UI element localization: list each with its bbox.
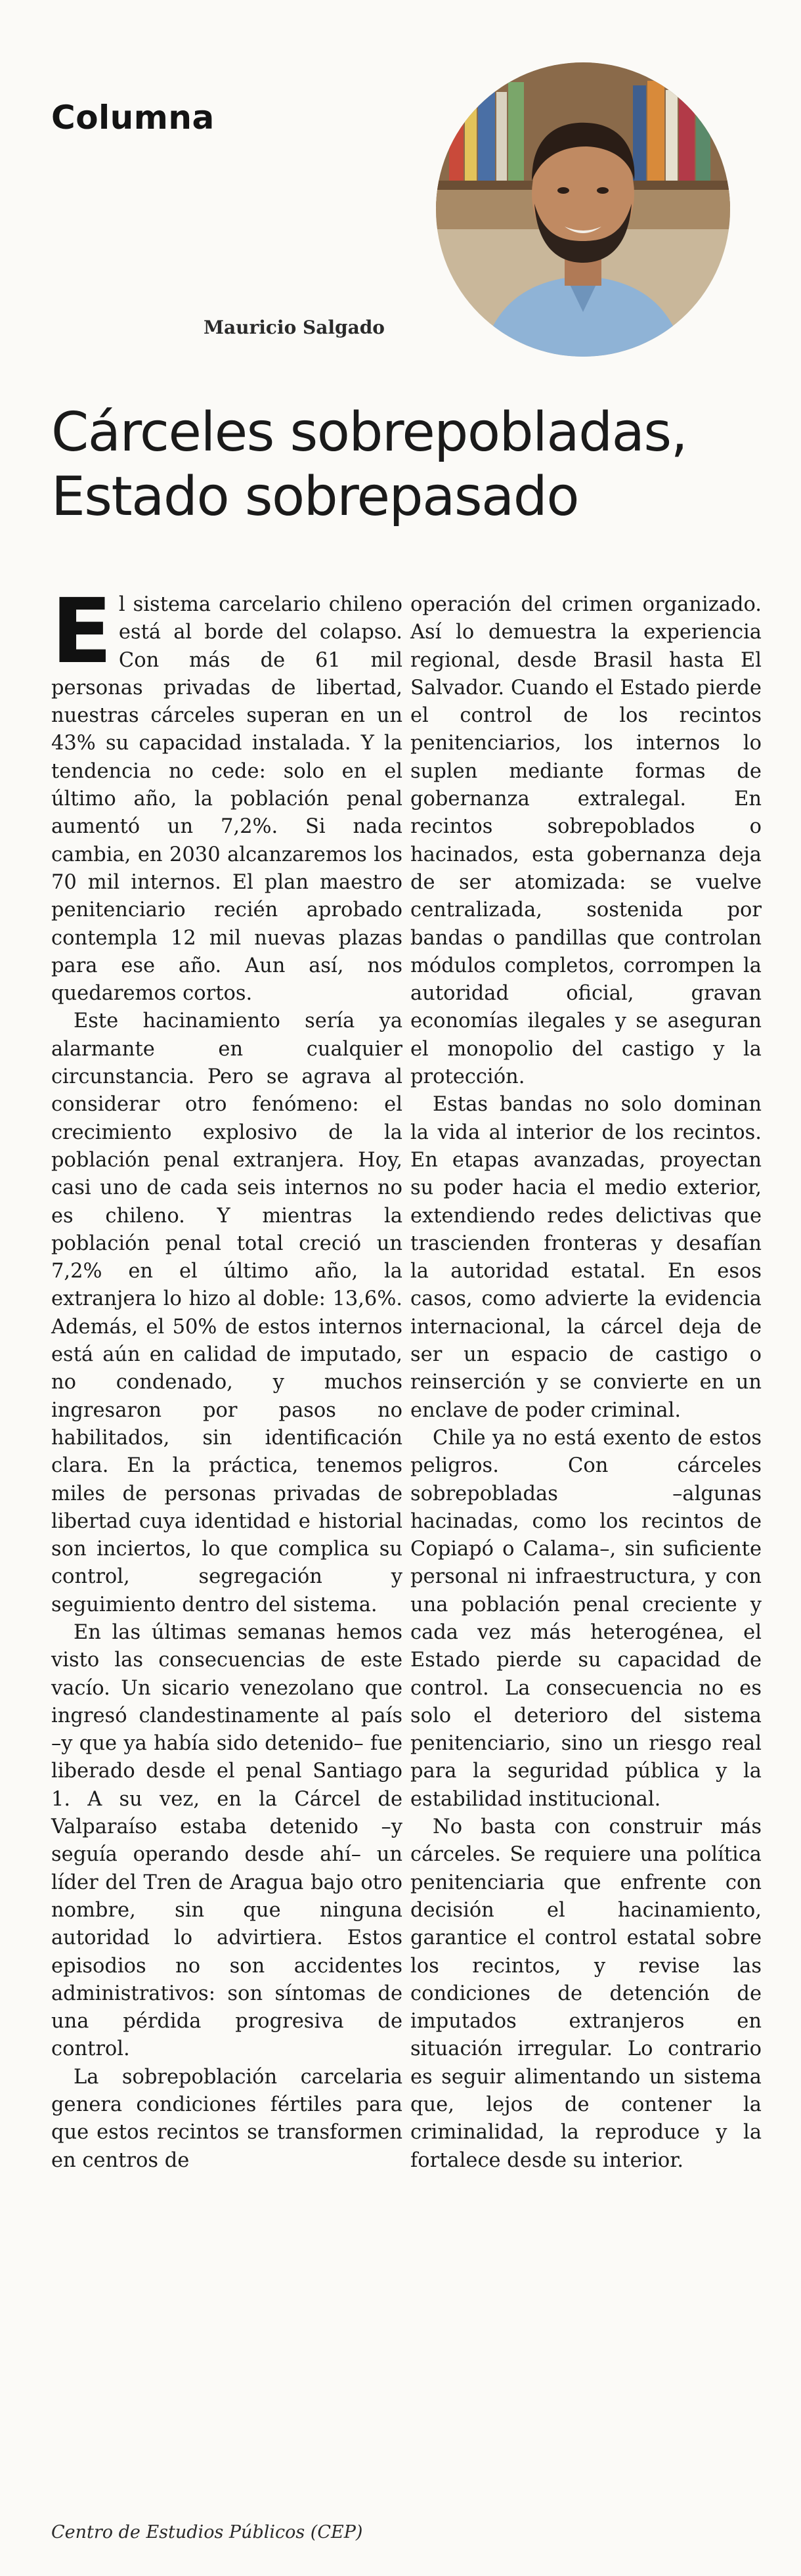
article-headline: Cárceles sobrepobladas, Estado sobrepasado	[51, 401, 687, 528]
article-paragraph: El sistema carcelario chileno está al borde del colapso. Con más de 61 mil personas privadas de libertad, nuestras cárceles superan en un 43% su capacidad instalada. Y la tendencia no cede: solo en el último año, la población penal aumentó un 7,2%. Si nada cambia, en 2030 alcanzaremos los 70 mil internos. El plan maestro penitenciario recién aprobado contempla 12 mil nuevas plazas para ese año. Aun así, nos quedaremos cortos.	[51, 580, 402, 1006]
drop-cap: E	[51, 580, 112, 684]
article-paragraph: Este hacinamiento sería ya alarmante en cualquier circunstancia. Pero se agrava al considerar otro fenómeno: el crecimiento explosivo de la población penal extranjera. Hoy, casi uno de cada seis internos no es chileno. Y mientras la población penal total creció un 7,2% en el último año, la extranjera lo hizo al doble: 13,6%. Además, el 50% de estos internos está aún en calidad de imputado, no condenado, y muchos ingresaron por pasos no habilitados, sin identificación clara. En la práctica, tenemos miles de personas privadas de libertad cuya identidad e historial son inciertos, lo que complica su control, segregación y seguimiento dentro del sistema.	[51, 1010, 402, 1616]
article-paragraph: Chile ya no está exento de estos peligros. Con cárceles sobrepobladas –algunas hacinadas, como los recintos de Copiapó o Calama–, sin suficiente personal ni infraestructura, y con una población penal creciente y cada vez más heterogénea, el Estado pierde su capacidad de control. La consecuencia no es solo el deterioro del sistema penitenciario, sino un riesgo real para la seguridad pública y la estabilidad institucional.	[410, 1426, 762, 1811]
article-paragraph: No basta con construir más cárceles. Se requiere una política penitenciaria que enfrente con decisión el hacinamiento, garantice el control estatal sobre los recintos, y revise las condiciones de detención de imputados extranjeros en situación irregular. Lo contrario es seguir alimentando un sistema que, lejos de contener la criminalidad, la reproduce y la fortalece desde su interior.	[410, 1815, 762, 2172]
section-label: Columna	[51, 99, 215, 137]
article-column-left	[51, 580, 402, 2175]
author-name: Mauricio Salgado	[204, 317, 385, 338]
article-paragraph: La sobrepoblación carcelaria genera condiciones fértiles para que estos recintos se transformen en centros de	[51, 2065, 402, 2172]
author-photo	[436, 62, 730, 357]
article-paragraph: operación del crimen organizado. Así lo demuestra la experiencia regional, desde Brasil hasta El Salvador. Cuando el Estado pierde el control de los recintos penitenciarios, los internos lo suplen mediante formas de gobernanza extralegal. En recintos sobrepoblados o hacinados, esta gobernanza deja de ser atomizada: se vuelve centralizada, sostenida por bandas o pandillas que controlan módulos completos, corrompen la autoridad oficial, gravan economías ilegales y se aseguran el monopolio del castigo y la protección.	[410, 593, 762, 1089]
article-column-right	[410, 591, 762, 2175]
author-affiliation: Centro de Estudios Públicos (CEP)	[51, 2522, 363, 2543]
article-paragraph: En las últimas semanas hemos visto las consecuencias de este vacío. Un sicario venezolano que ingresó clandestinamente al país –y que ya había sido detenido– fue liberado desde el penal Santiago 1. A su vez, en la Cárcel de Valparaíso estaba detenido –y seguía operando desde ahí– un líder del Tren de Aragua bajo otro nombre, sin que ninguna autoridad lo advirtiera. Estos episodios no son accidentes administrativos: son síntomas de una pérdida progresiva de control.	[51, 1620, 402, 2061]
article-paragraph: Estas bandas no solo dominan la vida al interior de los recintos. En etapas avanzadas, proyectan su poder hacia el medio exterior, extendiendo redes delictivas que trascienden fronteras y desafían la autoridad estatal. En esos casos, como advierte la evidencia internacional, la cárcel deja de ser un espacio de castigo o reinserción y se convierte en un enclave de poder criminal.	[410, 1093, 762, 1422]
